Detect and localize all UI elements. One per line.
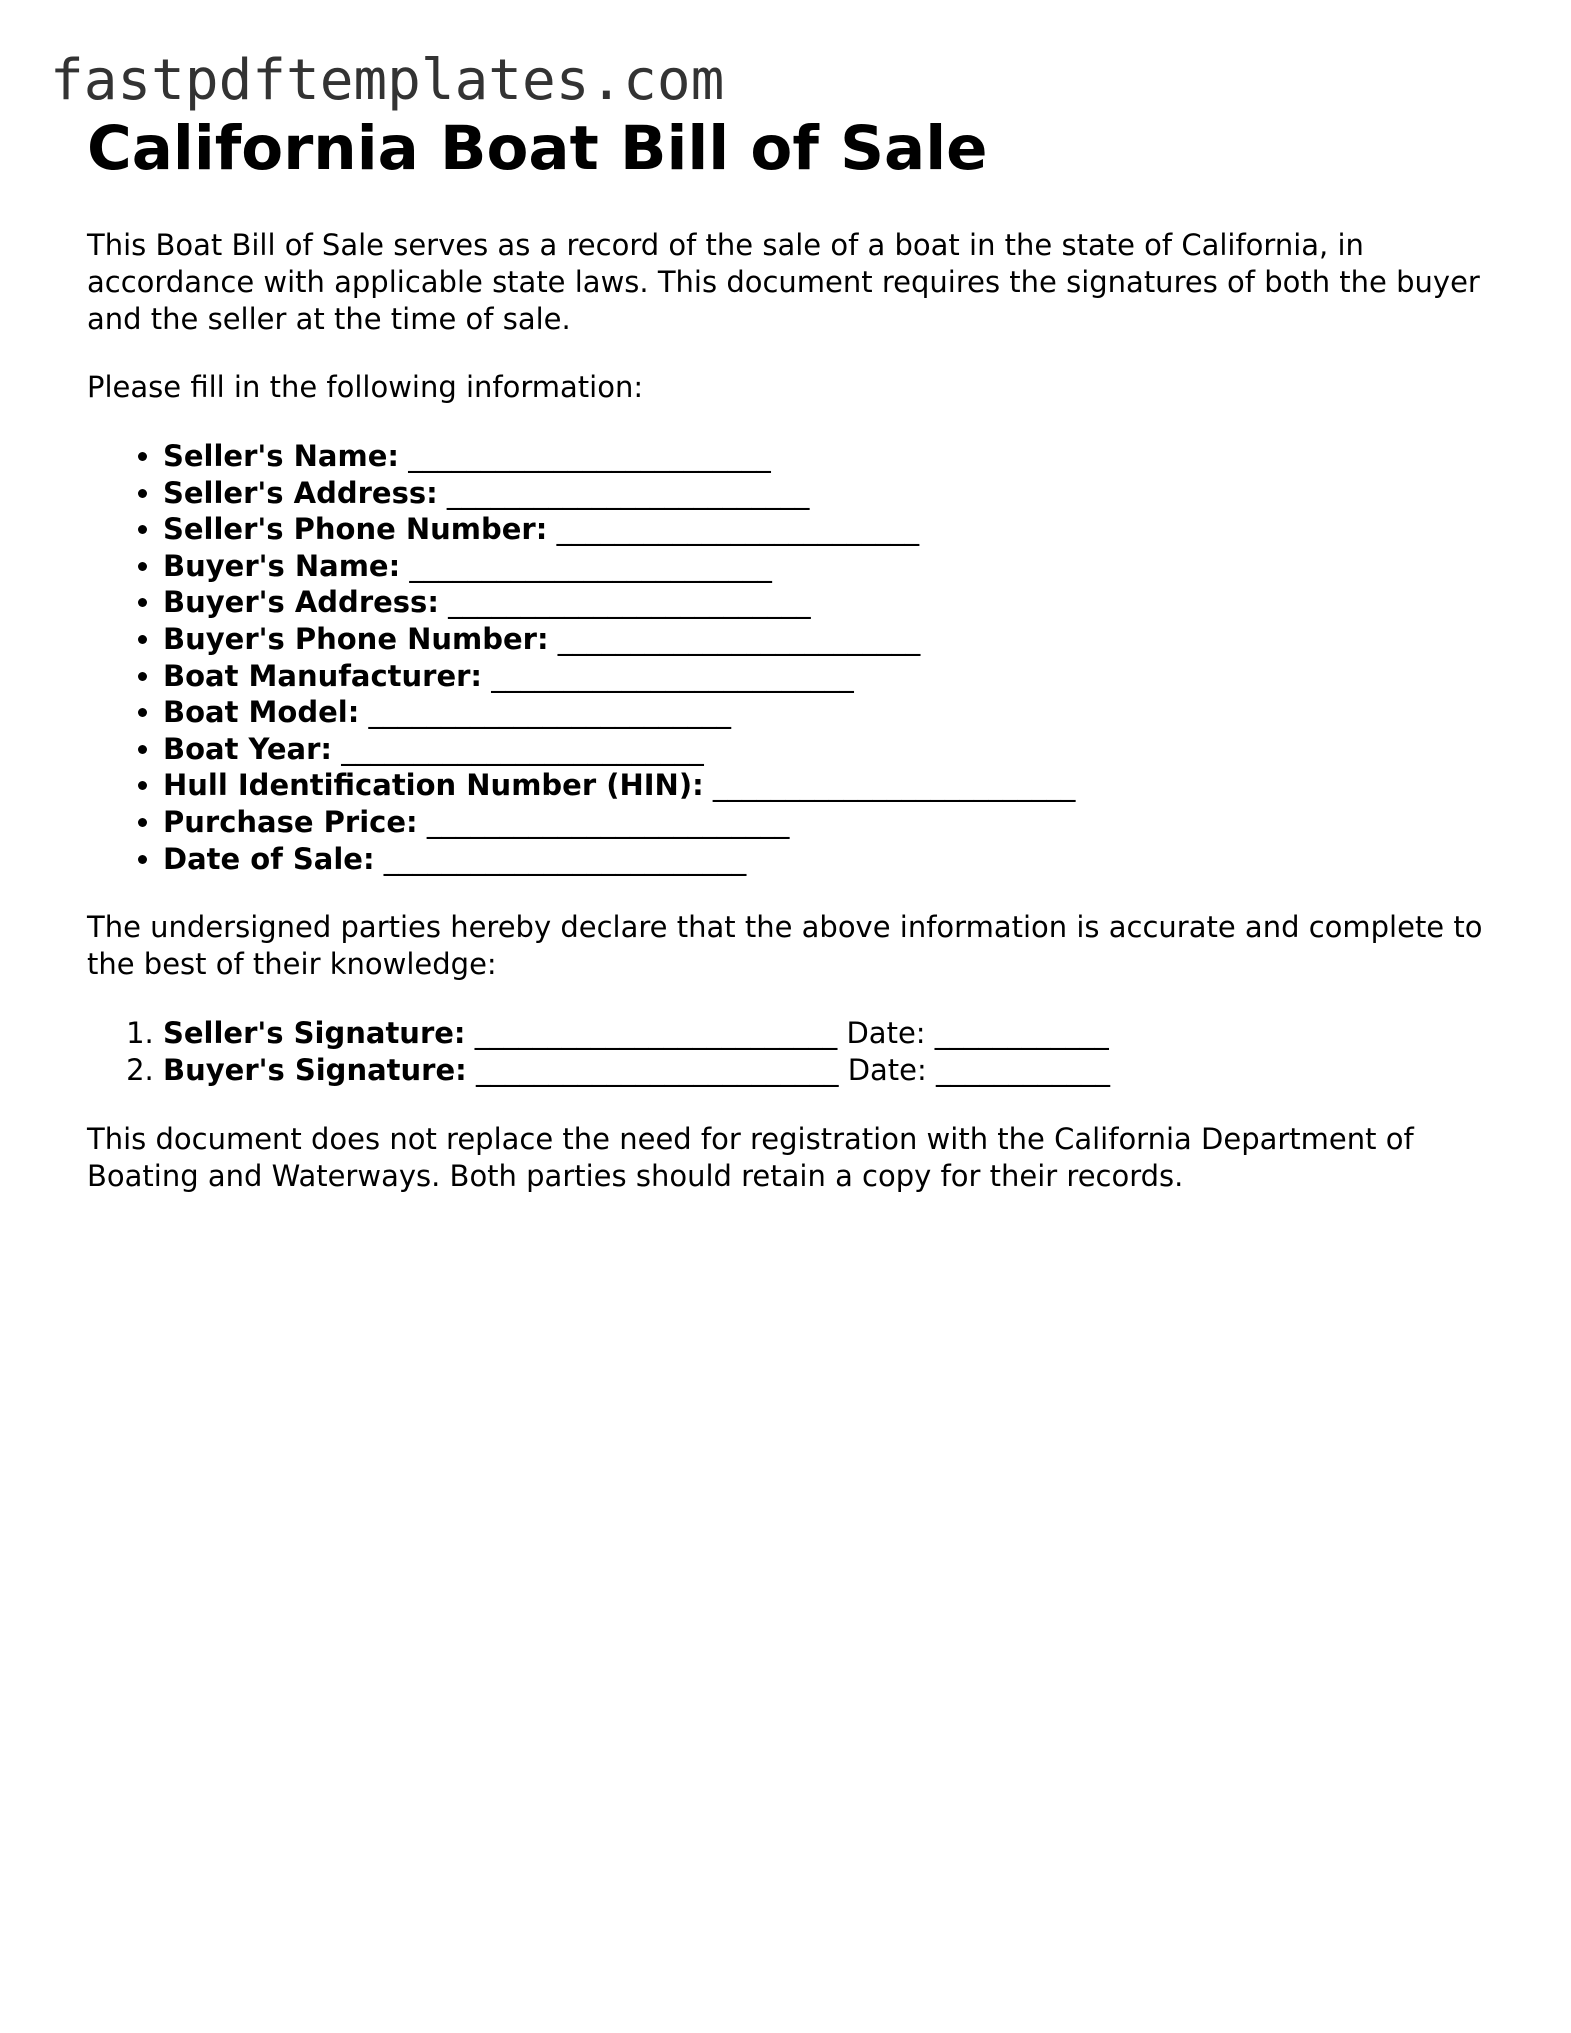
field-seller-address[interactable] bbox=[163, 475, 1487, 512]
field-label: Boat Year: bbox=[163, 731, 333, 766]
field-seller-phone[interactable] bbox=[163, 511, 1487, 548]
document-title: California Boat Bill of Sale bbox=[87, 113, 988, 184]
field-blank: _________________________ bbox=[446, 475, 810, 510]
date-label: Date: bbox=[846, 1016, 926, 1051]
document-body bbox=[87, 108, 1487, 1195]
field-label: Seller's Phone Number: bbox=[163, 512, 548, 547]
field-label: Date of Sale: bbox=[163, 841, 375, 876]
watermark-text: fastpdftemplates.com bbox=[50, 48, 725, 113]
registration-notice: This document does not replace the need for registration with the California Department of Boating and Waterways. Both parties should retain a copy for their records. bbox=[87, 1122, 1414, 1194]
field-blank: _________________________ bbox=[408, 439, 771, 473]
field-blank: _________________________ bbox=[448, 585, 811, 620]
field-seller-name[interactable] bbox=[163, 438, 1487, 475]
field-label: Seller's Address: bbox=[163, 475, 438, 510]
fill-in-prompt: Please fill in the following information: bbox=[87, 370, 644, 404]
seller-signature-line[interactable] bbox=[163, 1015, 1487, 1052]
field-label: Buyer's Name: bbox=[163, 548, 401, 583]
field-buyer-phone[interactable] bbox=[163, 621, 1487, 658]
field-blank: _________________________ bbox=[556, 512, 920, 547]
info-field-list bbox=[87, 438, 1487, 877]
field-buyer-name[interactable] bbox=[163, 548, 1487, 585]
signature-blank: _________________________ bbox=[474, 1016, 838, 1051]
signature-label: Seller's Signature: bbox=[163, 1016, 466, 1051]
field-label: Buyer's Address: bbox=[163, 585, 439, 620]
signature-list bbox=[87, 1015, 1487, 1089]
signature-label: Buyer's Signature: bbox=[163, 1053, 467, 1088]
field-blank: _________________________ bbox=[426, 804, 790, 839]
field-boat-year[interactable] bbox=[163, 731, 1487, 768]
field-hin[interactable] bbox=[163, 767, 1487, 804]
field-boat-model[interactable] bbox=[163, 694, 1487, 731]
field-buyer-address[interactable] bbox=[163, 584, 1487, 621]
buyer-signature-line[interactable] bbox=[163, 1052, 1487, 1089]
field-blank: _________________________ bbox=[383, 841, 747, 876]
field-label: Buyer's Phone Number: bbox=[163, 621, 549, 656]
field-label: Seller's Name: bbox=[163, 439, 399, 473]
field-blank: _________________________ bbox=[557, 621, 921, 656]
field-boat-manufacturer[interactable] bbox=[163, 658, 1487, 695]
intro-paragraph: This Boat Bill of Sale serves as a record of the sale of a boat in the state of California, in accordance with applicable state laws. This document requires the signatures of both the buyer and the seller at the time of sale. bbox=[87, 228, 1480, 336]
field-purchase-price[interactable] bbox=[163, 804, 1487, 841]
field-date-of-sale[interactable] bbox=[163, 841, 1487, 878]
field-blank: _________________________ bbox=[368, 695, 732, 730]
field-blank: _________________________ bbox=[491, 658, 854, 693]
field-label: Boat Manufacturer: bbox=[163, 658, 483, 693]
date-blank: ____________ bbox=[934, 1016, 1109, 1051]
field-blank: _________________________ bbox=[409, 548, 772, 583]
declaration-paragraph: The undersigned parties hereby declare that the above information is accurate and complete to the best of their knowledge: bbox=[87, 910, 1483, 982]
field-label: Hull Identification Number (HIN): bbox=[163, 768, 704, 803]
field-blank: _________________________ bbox=[341, 731, 704, 766]
field-label: Boat Model: bbox=[163, 695, 360, 730]
field-label: Purchase Price: bbox=[163, 804, 418, 839]
signature-blank: _________________________ bbox=[475, 1053, 839, 1088]
field-blank: _________________________ bbox=[712, 768, 1076, 803]
date-label: Date: bbox=[847, 1053, 927, 1088]
date-blank: ____________ bbox=[936, 1053, 1110, 1088]
